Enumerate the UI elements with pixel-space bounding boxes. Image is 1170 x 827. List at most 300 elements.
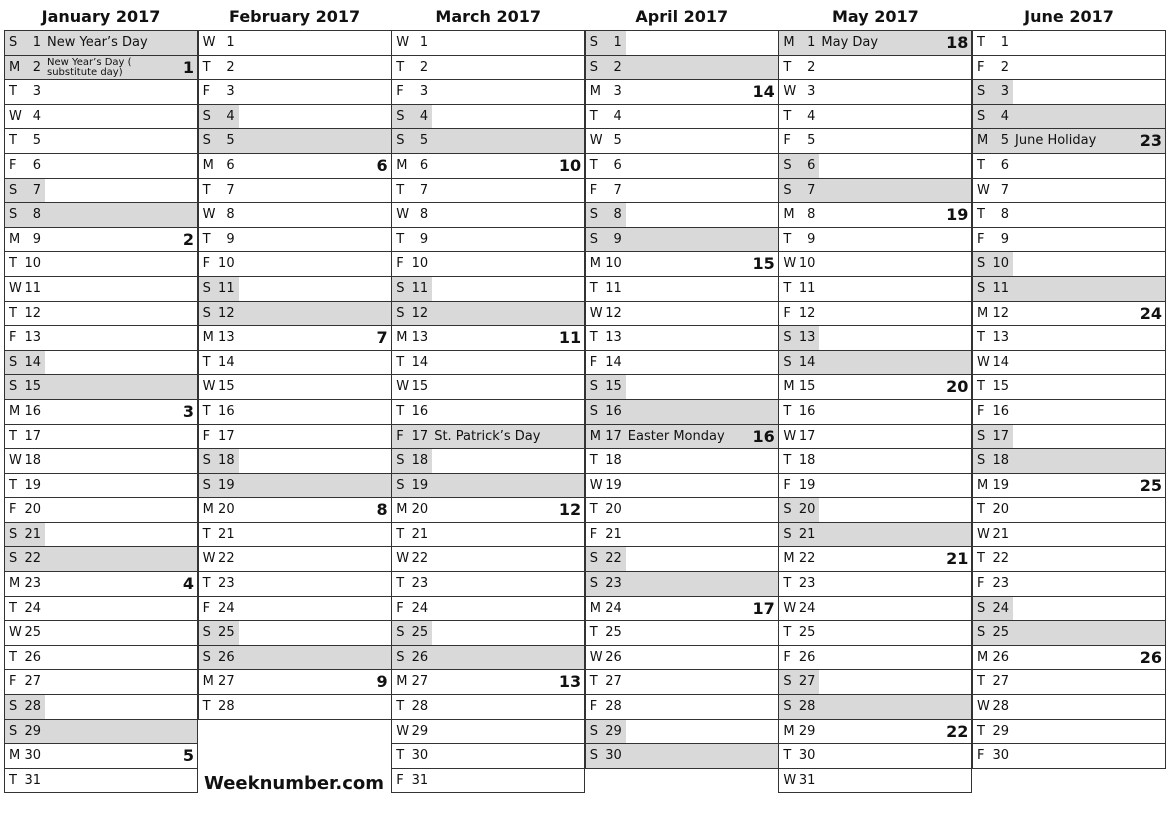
weekday-letter: S bbox=[783, 182, 792, 198]
day-number: 25 bbox=[411, 625, 429, 641]
day-row[interactable] bbox=[585, 105, 779, 130]
day-row[interactable] bbox=[778, 56, 972, 81]
day-row[interactable] bbox=[391, 695, 585, 720]
day-row[interactable] bbox=[778, 646, 972, 671]
day-row[interactable] bbox=[198, 277, 392, 302]
day-row[interactable] bbox=[4, 720, 198, 745]
day-number: 9 bbox=[226, 231, 235, 247]
weekday-letter: T bbox=[783, 280, 792, 296]
day-number: 20 bbox=[24, 502, 41, 518]
day-row[interactable] bbox=[585, 449, 779, 474]
weekday-letter: T bbox=[783, 576, 792, 592]
day-row[interactable] bbox=[4, 277, 198, 302]
day-row[interactable] bbox=[198, 572, 392, 597]
day-row[interactable] bbox=[4, 547, 198, 572]
day-row[interactable] bbox=[972, 621, 1166, 646]
day-row[interactable] bbox=[4, 498, 198, 523]
day-row[interactable] bbox=[972, 154, 1166, 179]
day-row[interactable] bbox=[778, 80, 972, 105]
day-number: 5 bbox=[1000, 133, 1009, 149]
day-row[interactable] bbox=[585, 203, 779, 228]
day-row[interactable] bbox=[585, 670, 779, 695]
weekday-letter: S bbox=[396, 625, 405, 641]
day-number: 17 bbox=[798, 428, 816, 444]
day-number: 30 bbox=[992, 748, 1009, 764]
day-row[interactable] bbox=[585, 744, 779, 769]
weekday-letter: S bbox=[589, 551, 599, 567]
month-title: April 2017 bbox=[635, 7, 729, 26]
day-row[interactable] bbox=[585, 80, 779, 105]
day-row[interactable] bbox=[391, 105, 585, 130]
weekday-letter: F bbox=[783, 649, 791, 665]
day-row[interactable] bbox=[4, 646, 198, 671]
day-row[interactable] bbox=[198, 547, 392, 572]
weekday-letter: T bbox=[202, 699, 211, 715]
week-number: 20 bbox=[946, 377, 969, 397]
brand-logo-text[interactable]: Weeknumber.com bbox=[203, 773, 385, 794]
day-number: 11 bbox=[218, 280, 235, 296]
day-row[interactable] bbox=[972, 105, 1166, 130]
day-row[interactable] bbox=[972, 80, 1166, 105]
week-number: 9 bbox=[376, 672, 388, 692]
day-row[interactable] bbox=[391, 80, 585, 105]
day-row[interactable] bbox=[778, 695, 972, 720]
day-row[interactable] bbox=[198, 302, 392, 327]
day-row[interactable] bbox=[778, 720, 972, 745]
day-number: 25 bbox=[218, 625, 235, 641]
day-row[interactable] bbox=[778, 449, 972, 474]
day-row[interactable] bbox=[778, 425, 972, 450]
day-row[interactable] bbox=[972, 572, 1166, 597]
day-number: 26 bbox=[411, 649, 429, 665]
day-row[interactable] bbox=[972, 56, 1166, 81]
day-row[interactable] bbox=[778, 203, 972, 228]
month-title: February 2017 bbox=[229, 7, 361, 26]
day-number: 20 bbox=[798, 502, 816, 518]
day-number: 31 bbox=[24, 772, 41, 788]
day-row[interactable] bbox=[972, 695, 1166, 720]
week-number: 6 bbox=[376, 155, 388, 175]
day-row[interactable] bbox=[778, 326, 972, 351]
day-row[interactable] bbox=[585, 720, 779, 745]
day-row[interactable] bbox=[778, 474, 972, 499]
day-number: 27 bbox=[992, 674, 1009, 690]
day-row[interactable] bbox=[585, 646, 779, 671]
weekday-letter: W bbox=[589, 477, 603, 493]
day-number: 1 bbox=[613, 35, 622, 50]
day-row[interactable] bbox=[585, 597, 779, 622]
day-row[interactable] bbox=[972, 375, 1166, 400]
day-row[interactable] bbox=[391, 179, 585, 204]
day-row[interactable] bbox=[972, 670, 1166, 695]
week-number: 15 bbox=[752, 254, 775, 274]
day-row[interactable] bbox=[972, 449, 1166, 474]
day-row[interactable] bbox=[778, 769, 972, 794]
day-row[interactable] bbox=[198, 498, 392, 523]
day-number: 28 bbox=[992, 699, 1009, 715]
day-row[interactable] bbox=[972, 720, 1166, 745]
weekday-letter: F bbox=[202, 256, 211, 272]
day-row[interactable] bbox=[391, 56, 585, 81]
day-row[interactable] bbox=[585, 498, 779, 523]
day-row[interactable] bbox=[198, 449, 392, 474]
day-row[interactable] bbox=[198, 179, 392, 204]
weekday-letter: T bbox=[977, 35, 985, 50]
day-row[interactable] bbox=[198, 326, 392, 351]
day-row[interactable] bbox=[778, 547, 972, 572]
weekday-letter: S bbox=[589, 723, 599, 739]
day-row[interactable] bbox=[391, 572, 585, 597]
day-row[interactable] bbox=[391, 646, 585, 671]
day-row[interactable] bbox=[198, 351, 392, 376]
day-row[interactable] bbox=[391, 302, 585, 327]
weekday-letter: W bbox=[783, 256, 797, 272]
day-number: 8 bbox=[807, 207, 816, 223]
day-number: 9 bbox=[32, 231, 41, 247]
weekday-letter: S bbox=[396, 649, 405, 665]
day-row[interactable] bbox=[585, 228, 779, 253]
day-row[interactable] bbox=[585, 326, 779, 351]
day-row[interactable] bbox=[198, 523, 392, 548]
day-number: 24 bbox=[798, 600, 816, 616]
week-number: 17 bbox=[752, 598, 775, 618]
day-row[interactable] bbox=[585, 547, 779, 572]
day-row[interactable] bbox=[778, 498, 972, 523]
day-number: 30 bbox=[24, 748, 41, 764]
day-row[interactable] bbox=[972, 31, 1166, 56]
day-row[interactable] bbox=[4, 351, 198, 376]
weekday-letter: F bbox=[9, 157, 17, 173]
weekday-letter: F bbox=[589, 699, 598, 715]
day-number: 24 bbox=[24, 600, 41, 616]
day-row[interactable] bbox=[198, 154, 392, 179]
day-row[interactable] bbox=[198, 80, 392, 105]
day-row[interactable] bbox=[778, 351, 972, 376]
day-row[interactable] bbox=[391, 351, 585, 376]
day-row[interactable] bbox=[778, 400, 972, 425]
day-number: 4 bbox=[807, 108, 816, 124]
day-row[interactable] bbox=[391, 720, 585, 745]
day-number: 24 bbox=[411, 600, 429, 616]
day-number: 8 bbox=[1000, 207, 1009, 223]
day-row[interactable] bbox=[198, 129, 392, 154]
weekday-letter: F bbox=[202, 84, 211, 100]
day-number: 9 bbox=[613, 231, 622, 247]
day-number: 10 bbox=[798, 256, 816, 272]
weekday-letter: T bbox=[396, 526, 405, 542]
day-row[interactable] bbox=[4, 621, 198, 646]
holiday-label: May Day bbox=[821, 35, 879, 50]
day-row[interactable] bbox=[198, 228, 392, 253]
day-number: 4 bbox=[32, 108, 41, 124]
day-row[interactable] bbox=[391, 326, 585, 351]
day-number: 21 bbox=[24, 526, 41, 542]
day-row[interactable] bbox=[972, 252, 1166, 277]
day-number: 19 bbox=[605, 477, 622, 493]
holiday-label: June Holiday bbox=[1015, 133, 1097, 149]
day-number: 15 bbox=[218, 379, 235, 395]
weekday-letter: S bbox=[589, 207, 599, 223]
day-number: 17 bbox=[218, 428, 235, 444]
day-number: 3 bbox=[807, 84, 816, 100]
day-row[interactable] bbox=[4, 179, 198, 204]
day-row[interactable] bbox=[391, 129, 585, 154]
day-row[interactable] bbox=[972, 474, 1166, 499]
day-row[interactable] bbox=[585, 154, 779, 179]
day-row[interactable] bbox=[198, 400, 392, 425]
day-row[interactable] bbox=[4, 105, 198, 130]
day-row[interactable] bbox=[972, 523, 1166, 548]
day-number: 5 bbox=[226, 133, 235, 149]
day-row[interactable] bbox=[198, 474, 392, 499]
week-number: 1 bbox=[182, 57, 194, 77]
day-row[interactable] bbox=[778, 277, 972, 302]
day-row[interactable] bbox=[778, 179, 972, 204]
day-number: 25 bbox=[798, 625, 816, 641]
day-number: 29 bbox=[798, 723, 816, 739]
day-row[interactable] bbox=[4, 302, 198, 327]
day-number: 5 bbox=[613, 133, 622, 149]
day-row[interactable] bbox=[778, 252, 972, 277]
day-row[interactable] bbox=[391, 203, 585, 228]
day-row[interactable] bbox=[391, 228, 585, 253]
day-row[interactable] bbox=[585, 277, 779, 302]
day-number: 24 bbox=[992, 600, 1009, 616]
weekday-letter: S bbox=[977, 108, 986, 124]
day-row[interactable] bbox=[778, 154, 972, 179]
day-row[interactable] bbox=[391, 375, 585, 400]
day-row[interactable] bbox=[4, 375, 198, 400]
day-row[interactable] bbox=[778, 375, 972, 400]
day-row[interactable] bbox=[391, 498, 585, 523]
day-row[interactable] bbox=[198, 203, 392, 228]
weekday-letter: T bbox=[396, 59, 405, 75]
day-row[interactable] bbox=[585, 523, 779, 548]
weekday-letter: M bbox=[783, 723, 795, 739]
day-row[interactable] bbox=[778, 621, 972, 646]
day-row[interactable] bbox=[972, 179, 1166, 204]
day-row[interactable] bbox=[4, 129, 198, 154]
weekday-letter: S bbox=[202, 108, 211, 124]
day-row[interactable] bbox=[972, 498, 1166, 523]
day-row[interactable] bbox=[4, 252, 198, 277]
day-row[interactable] bbox=[4, 769, 198, 794]
day-row[interactable] bbox=[4, 228, 198, 253]
weekday-letter: T bbox=[589, 108, 598, 124]
day-row[interactable] bbox=[972, 597, 1166, 622]
day-number: 22 bbox=[218, 551, 235, 567]
weekday-letter: F bbox=[9, 502, 17, 518]
day-row[interactable] bbox=[585, 351, 779, 376]
weekday-letter: F bbox=[9, 674, 17, 690]
day-row[interactable] bbox=[585, 375, 779, 400]
day-row[interactable] bbox=[391, 597, 585, 622]
day-number: 19 bbox=[798, 477, 816, 493]
day-row[interactable] bbox=[972, 547, 1166, 572]
day-row[interactable] bbox=[4, 597, 198, 622]
day-number: 13 bbox=[605, 330, 622, 346]
day-row[interactable] bbox=[585, 425, 779, 450]
day-row[interactable] bbox=[972, 744, 1166, 769]
day-row[interactable] bbox=[585, 179, 779, 204]
weekday-letter: T bbox=[202, 182, 211, 198]
day-number: 19 bbox=[411, 477, 429, 493]
day-row[interactable] bbox=[972, 129, 1166, 154]
weekday-letter: F bbox=[977, 231, 985, 247]
day-row[interactable] bbox=[198, 646, 392, 671]
day-row[interactable] bbox=[778, 228, 972, 253]
day-row[interactable] bbox=[198, 597, 392, 622]
day-row[interactable] bbox=[972, 203, 1166, 228]
day-row[interactable] bbox=[972, 228, 1166, 253]
weekday-letter: W bbox=[977, 182, 990, 198]
week-number: 5 bbox=[182, 746, 194, 766]
day-row[interactable] bbox=[585, 302, 779, 327]
day-row[interactable] bbox=[778, 523, 972, 548]
day-row[interactable] bbox=[4, 523, 198, 548]
day-row[interactable] bbox=[391, 670, 585, 695]
day-row[interactable] bbox=[391, 425, 585, 450]
day-number: 26 bbox=[605, 649, 622, 665]
day-row[interactable] bbox=[391, 400, 585, 425]
day-row[interactable] bbox=[198, 252, 392, 277]
day-row[interactable] bbox=[585, 129, 779, 154]
day-row[interactable] bbox=[4, 670, 198, 695]
day-row[interactable] bbox=[391, 547, 585, 572]
day-row[interactable] bbox=[778, 31, 972, 56]
weekday-letter: T bbox=[977, 379, 985, 395]
day-row[interactable] bbox=[198, 695, 392, 720]
day-row[interactable] bbox=[198, 621, 392, 646]
day-number: 12 bbox=[798, 305, 816, 321]
day-row[interactable] bbox=[391, 449, 585, 474]
day-row[interactable] bbox=[4, 203, 198, 228]
day-row[interactable] bbox=[391, 31, 585, 56]
weekday-letter: T bbox=[396, 699, 405, 715]
day-row[interactable] bbox=[585, 252, 779, 277]
day-row[interactable] bbox=[198, 31, 392, 56]
weekday-letter: S bbox=[783, 674, 792, 690]
day-row[interactable] bbox=[972, 400, 1166, 425]
day-row[interactable] bbox=[972, 351, 1166, 376]
day-number: 10 bbox=[992, 256, 1009, 272]
day-row[interactable] bbox=[4, 425, 198, 450]
day-row[interactable] bbox=[4, 56, 198, 81]
day-row[interactable] bbox=[391, 769, 585, 794]
day-number: 14 bbox=[24, 354, 41, 370]
weekday-letter: F bbox=[783, 133, 791, 149]
day-row[interactable] bbox=[4, 326, 198, 351]
day-row[interactable] bbox=[778, 597, 972, 622]
weekday-letter: T bbox=[202, 403, 211, 419]
day-row[interactable] bbox=[4, 31, 198, 56]
day-number: 6 bbox=[613, 157, 622, 173]
day-row[interactable] bbox=[4, 695, 198, 720]
day-row[interactable] bbox=[391, 621, 585, 646]
month-title: June 2017 bbox=[1024, 7, 1114, 26]
day-number: 23 bbox=[411, 576, 429, 592]
day-row[interactable] bbox=[198, 105, 392, 130]
week-number: 23 bbox=[1139, 131, 1162, 151]
day-row[interactable] bbox=[585, 31, 779, 56]
day-row[interactable] bbox=[391, 277, 585, 302]
weekday-letter: T bbox=[977, 330, 985, 346]
day-row[interactable] bbox=[778, 302, 972, 327]
day-row[interactable] bbox=[585, 621, 779, 646]
day-row[interactable] bbox=[4, 80, 198, 105]
day-row[interactable] bbox=[198, 375, 392, 400]
holiday-label: New Year’s Day ( substitute day) bbox=[47, 56, 132, 78]
day-number: 2 bbox=[613, 59, 622, 75]
day-number: 10 bbox=[218, 256, 235, 272]
day-row[interactable] bbox=[391, 744, 585, 769]
day-number: 6 bbox=[226, 157, 235, 173]
day-row[interactable] bbox=[198, 56, 392, 81]
day-row[interactable] bbox=[585, 400, 779, 425]
day-number: 15 bbox=[798, 379, 816, 395]
day-row[interactable] bbox=[778, 105, 972, 130]
weekday-letter: S bbox=[9, 551, 18, 567]
weekday-letter: T bbox=[589, 625, 598, 641]
day-row[interactable] bbox=[972, 425, 1166, 450]
day-row[interactable] bbox=[391, 252, 585, 277]
day-row[interactable] bbox=[391, 154, 585, 179]
day-row[interactable] bbox=[972, 302, 1166, 327]
day-number: 12 bbox=[605, 305, 622, 321]
day-row[interactable] bbox=[4, 154, 198, 179]
day-row[interactable] bbox=[972, 646, 1166, 671]
day-row[interactable] bbox=[4, 449, 198, 474]
day-number: 28 bbox=[411, 699, 429, 715]
day-number: 20 bbox=[605, 502, 622, 518]
day-row[interactable] bbox=[585, 695, 779, 720]
day-row[interactable] bbox=[4, 474, 198, 499]
day-row[interactable] bbox=[972, 326, 1166, 351]
week-number: 21 bbox=[946, 549, 969, 569]
day-row[interactable] bbox=[778, 744, 972, 769]
day-row[interactable] bbox=[585, 56, 779, 81]
weekday-letter: S bbox=[396, 108, 405, 124]
weekday-letter: W bbox=[589, 133, 603, 149]
day-row[interactable] bbox=[778, 129, 972, 154]
day-number: 23 bbox=[218, 576, 235, 592]
day-row[interactable] bbox=[585, 572, 779, 597]
day-number: 19 bbox=[992, 477, 1009, 493]
day-row[interactable] bbox=[4, 744, 198, 769]
day-row[interactable] bbox=[198, 670, 392, 695]
weekday-letter: S bbox=[977, 256, 986, 272]
day-row[interactable] bbox=[391, 523, 585, 548]
day-row[interactable] bbox=[4, 400, 198, 425]
day-row[interactable] bbox=[972, 277, 1166, 302]
weekday-letter: M bbox=[9, 748, 21, 764]
month-title: May 2017 bbox=[832, 7, 919, 26]
weekday-letter: M bbox=[783, 35, 795, 50]
weekday-letter: S bbox=[783, 699, 792, 715]
day-row[interactable] bbox=[778, 670, 972, 695]
day-number: 12 bbox=[24, 305, 41, 321]
weekday-letter: M bbox=[977, 305, 989, 321]
day-number: 28 bbox=[218, 699, 235, 715]
day-row[interactable] bbox=[778, 572, 972, 597]
day-number: 4 bbox=[613, 108, 622, 124]
day-number: 31 bbox=[411, 772, 429, 788]
day-row[interactable] bbox=[585, 474, 779, 499]
day-row[interactable] bbox=[4, 572, 198, 597]
day-number: 2 bbox=[807, 59, 816, 75]
day-row[interactable] bbox=[391, 474, 585, 499]
day-row[interactable] bbox=[198, 425, 392, 450]
